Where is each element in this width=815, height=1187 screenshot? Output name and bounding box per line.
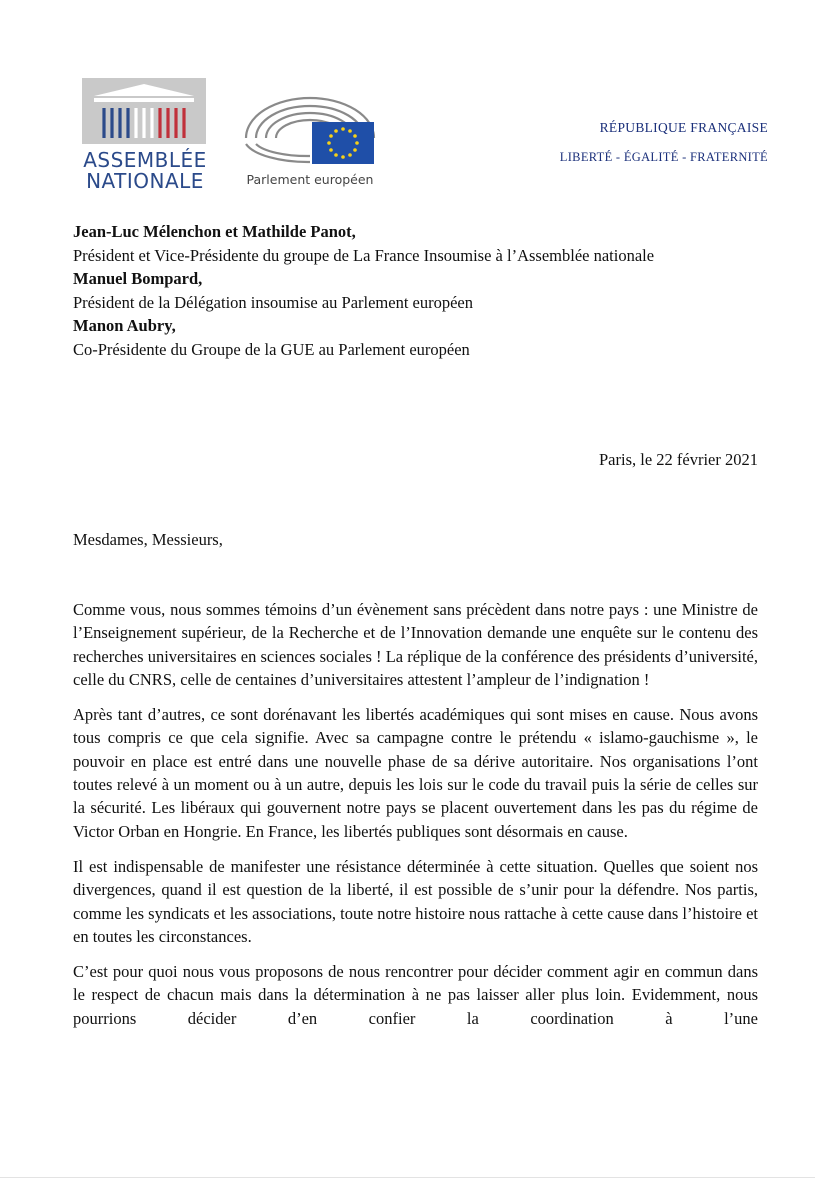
parlement-europeen-logo <box>240 92 380 192</box>
body-paragraph: Après tant d’autres, ce sont dorénavant les libertés académiques qui sont mises en cause. Nous avons tous compris ce que cela signifie. Avec sa campagne contre le prétendu « islamo-gauchisme », le pouvoir en place est entré dans une nouvelle phase de sa dérive autoritaire. Nos organisations l’ont toutes relevé à un moment ou à un autre, depuis les lois sur le code du travail puis la série de celles sur la sécurité. Les libéraux qui gouvernent notre pays se placent ouvertement dans les pas du régime de Victor Orban en Hongrie. En France, les libertés publiques sont désormais en cause. <box>73 705 758 841</box>
republic-motto: LIBERTÉ - ÉGALITÉ - FRATERNITÉ <box>559 150 768 164</box>
signatory-role: Co-Présidente du Groupe de la GUE au Parlement européen <box>73 339 470 359</box>
body-paragraph: Comme vous, nous sommes témoins d’un évènement sans précèdent dans notre pays : une Ministre de l’Enseignement supérieur, de la Recherche et de l’Innovation demande une enquête sur le contenu des recherches universitaires en sciences sociales ! La réplique de la conférence des présidents d’université, celle du CNRS, celle de centaines d’universitaires attestent l’ampleur de l’indignation ! <box>73 600 758 689</box>
republic-title: RÉPUBLIQUE FRANÇAISE <box>599 120 768 135</box>
republique-francaise-heading <box>560 120 768 165</box>
an-logo-line1: ASSEMBLÉE <box>83 148 207 172</box>
body-paragraph: C’est pour quoi nous vous proposons de nous rencontrer pour décider comment agir en commun dans le respect de chacun mais dans la détermination à ne pas laisser aller plus loin. Evidemment, nous pourrions décider d’en confier la coordination à l’une <box>73 962 758 1028</box>
parlement-europeen-wordmark: Parlement européen <box>246 172 374 187</box>
signatory-role: Président de la Délégation insoumise au Parlement européen <box>73 292 474 312</box>
signatory-role: Président et Vice-Présidente du groupe de La France Insoumise à l’Assemblée nationale <box>73 245 655 265</box>
signatory-name: Manuel Bompard, <box>73 269 203 288</box>
signatory-name: Manon Aubry, <box>73 316 176 335</box>
an-logo-line2: NATIONALE <box>86 169 204 193</box>
greeting: Mesdames, Messieurs, <box>73 530 223 549</box>
page-edge-divider <box>0 1177 815 1178</box>
hemicycle-building-icon <box>82 78 206 144</box>
body-paragraph: Il est indispensable de manifester une résistance déterminée à cette situation. Quelles que soient nos divergences, quand il est question de la liberté, il est possible de s’unir pour la défendre. Nos partis, comme les syndicats et les associations, toute notre histoire nous rattache à cette cause dans l’histoire et en toutes les circonstances. <box>73 856 758 946</box>
letter-body <box>73 598 758 1042</box>
hemicycle-eu-flag-icon <box>240 92 380 168</box>
assemblee-nationale-logo <box>80 78 210 193</box>
assemblee-nationale-wordmark <box>80 150 210 192</box>
dateline: Paris, le 22 février 2021 <box>599 450 758 469</box>
signatory-name: Jean-Luc Mélenchon et Mathilde Panot, <box>73 222 356 241</box>
signatories-block <box>73 220 773 361</box>
